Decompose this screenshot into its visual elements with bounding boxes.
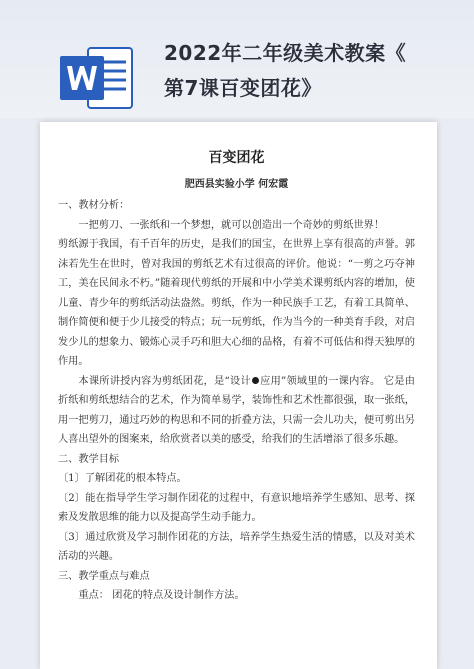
document-title-banner xyxy=(164,36,464,106)
paragraph-3-part-a: 本课所讲授内容为剪纸团花，是“设计 xyxy=(78,375,251,387)
document-heading: 百变团花 xyxy=(208,150,265,166)
section-heading-1: 一、教材分析： xyxy=(58,200,130,211)
title-line-1: 2022年二年级美术教案《 xyxy=(164,41,407,65)
header-banner xyxy=(0,0,474,118)
bullet-dot-icon xyxy=(252,377,259,384)
document-page xyxy=(40,122,437,669)
paragraph-1: 一把剪刀、一张纸和一个梦想，就可以创造出一个奇妙的剪纸世界！ xyxy=(78,219,385,231)
title-line-2: 第7课百变团花》 xyxy=(164,76,322,100)
word-document-icon xyxy=(58,44,136,112)
goal-1: 〔1〕了解团花的根本特点。 xyxy=(58,473,187,484)
section-heading-2: 二、教学目标 xyxy=(58,453,120,465)
goal-2: 〔2〕能在指导学生学习制作团花的过程中，有意识地培养学生感知、思考、探索及发散思维的能力以及提高学生动手能力。 xyxy=(58,492,415,523)
paragraph-3 xyxy=(58,372,415,450)
paragraph-3-part-b: 应用”领域里的一课内容。 它是由折纸和剪纸想结合的艺术，作为简单易学，装饰性和艺术性都很强，取一张纸，用一把剪刀，通过巧妙的构思和不同的折叠方法，只需一会儿功夫，便可剪出另人喜出望外的图案来，给欣赏者以美的感受，给我们的生活增添了很多乐趣。 xyxy=(58,375,415,445)
key-point: 重点： 团花的特点及设计制作方法。 xyxy=(78,590,245,601)
document-body xyxy=(58,148,415,606)
goal-3: 〔3〕通过欣赏及学习制作团花的方法，培养学生热爱生活的情感，以及对美术活动的兴趣。 xyxy=(58,531,415,562)
section-heading-3: 三、教学重点与难点 xyxy=(58,570,150,582)
author-line: 肥西县实验小学 何宏霞 xyxy=(184,179,289,190)
paragraph-2: 剪纸源于我国，有千百年的历史，是我们的国宝，在世界上享有很高的声誉。郭沫若先生在世时，曾对我国的剪纸艺术有过很高的评价。他说：“一剪之巧夺神工，美在民间永不朽。”随着现代剪纸的开展和中小学美术课剪纸内容的增加，使儿童、青少年的剪纸活动法盎然。剪纸，作为一种民族手工艺，有着工具简单、制作简便和便于少儿接受的特点；玩一玩剪纸，作为当今的一种美育手段，对启发少儿的想象力、锻炼心灵手巧和胆大心细的品格，有着不可低估和得天独厚的作用。 xyxy=(58,239,415,367)
